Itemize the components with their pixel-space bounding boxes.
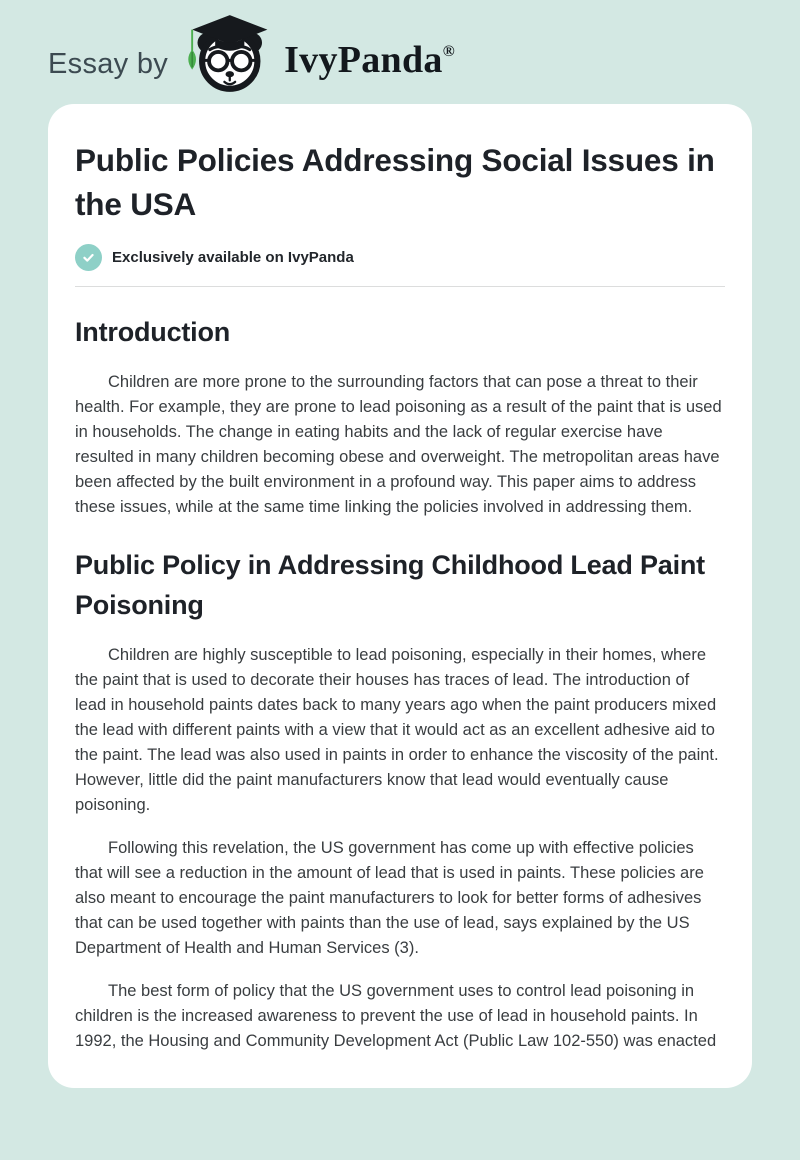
- section-heading-public-policy: Public Policy in Addressing Childhood Lead Paint Poisoning: [75, 550, 705, 620]
- section-heading-introduction: Introduction: [75, 317, 231, 347]
- paragraph: Children are more prone to the surrounding factors that can pose a threat to their health. For example, they are prone to lead poisoning as a result of the paint that is used in households. The change in eating habits and the lack of regular exercise have resulted in many children becoming obese and overweight. The metropolitan areas have been affected by the built environment in a profound way. This paper aims to address these issues, while at the same time linking the policies involved in addressing them.: [75, 373, 722, 516]
- essay-card: [48, 104, 752, 1088]
- brand-text: IvyPanda: [284, 39, 443, 81]
- article-title: Public Policies Addressing Social Issues in the USA: [75, 142, 715, 222]
- check-icon: [75, 244, 102, 271]
- essay-by-label: Essay by: [48, 47, 169, 80]
- site-header: [0, 0, 800, 104]
- paragraph: The best form of policy that the US government uses to control lead poisoning in children is the increased awareness to prevent the use of lead in household paints. In 1992, the Housing and Community Development Act (Public Law 102-550) was enacted: [75, 982, 717, 1050]
- registered-mark: ®: [442, 43, 455, 60]
- divider: [75, 286, 725, 287]
- brand-name: [284, 38, 455, 82]
- badge-label: Exclusively available on IvyPanda: [112, 249, 354, 266]
- ivypanda-panda-logo-icon: [186, 15, 272, 100]
- exclusive-badge: [75, 244, 725, 271]
- paragraph: Following this revelation, the US government has come up with effective policies that will see a reduction in the amount of lead that is used in paints. These policies are also meant to encourage the paint manufacturers to look for better forms of adhesives that can be used together with paints than the use of lead, says explained by the US Department of Health and Human Services (3).: [75, 839, 704, 957]
- paragraph: Children are highly susceptible to lead poisoning, especially in their homes, where the paint that is used to decorate their houses has traces of lead. The introduction of lead in household paints dates back to many years ago when the paint producers mixed the lead with different paints with a view that it would act as an excellent adhesive aid to the paint. The lead was also used in paints in order to enhance the viscosity of the paint. However, little did the paint manufacturers know that lead would eventually cause poisoning.: [75, 646, 719, 814]
